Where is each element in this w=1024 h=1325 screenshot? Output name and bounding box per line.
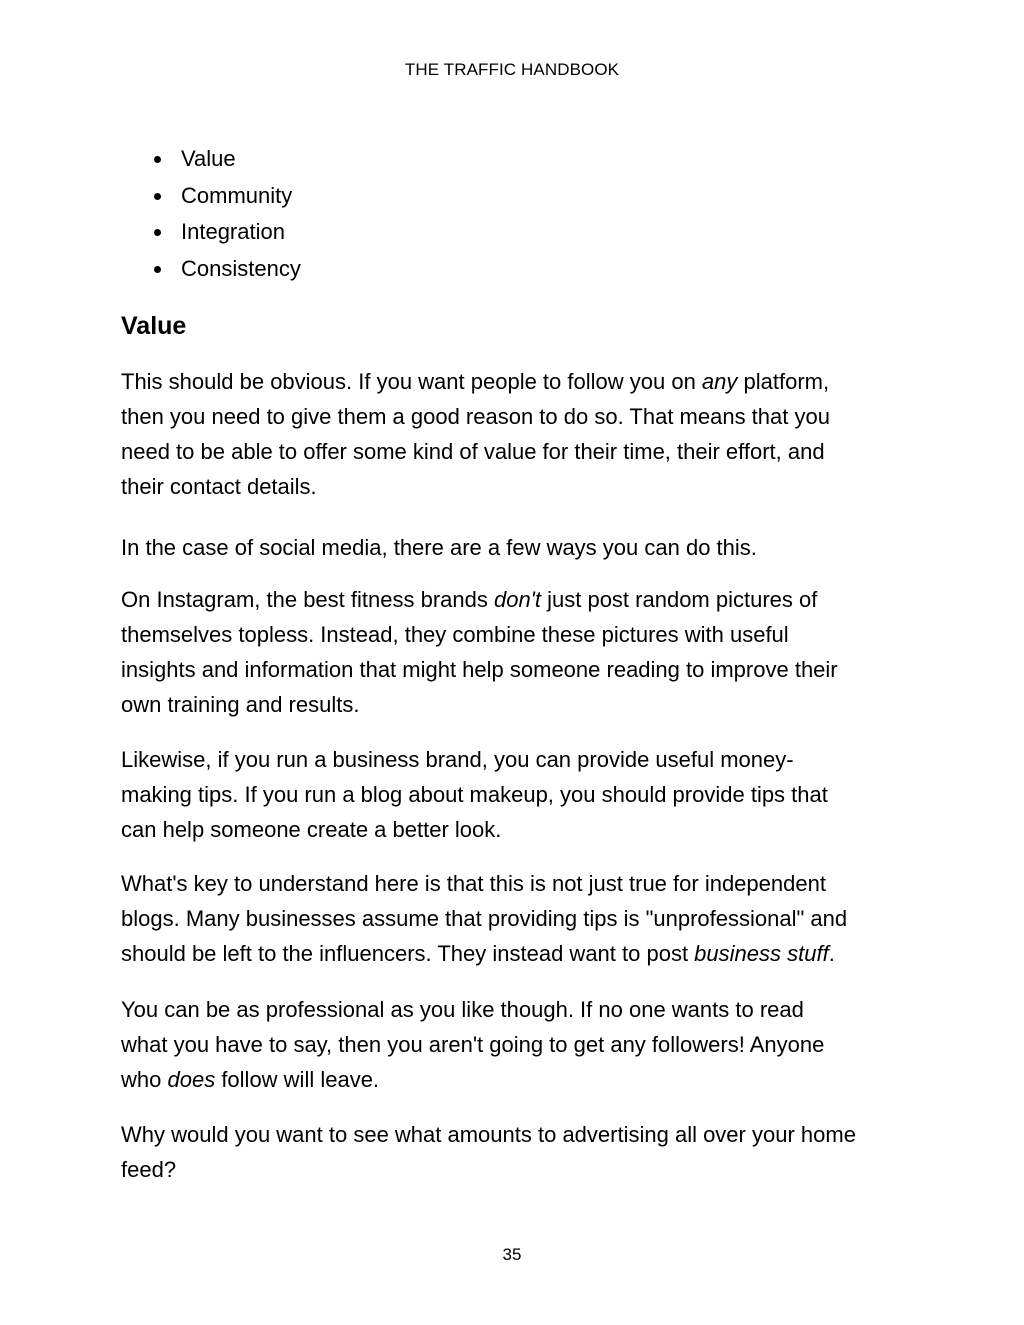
text-run: What's key to understand here is that this is not just true for independent xyxy=(121,871,826,896)
text-line xyxy=(121,687,921,722)
paragraph xyxy=(121,1117,921,1187)
text-run: should be left to the influencers. They instead want to post xyxy=(121,941,695,966)
text-line xyxy=(121,364,921,399)
bullet-icon xyxy=(154,266,161,273)
paragraph xyxy=(121,742,921,847)
text-run: blogs. Many businesses assume that providing tips is "unprofessional" and xyxy=(121,906,848,931)
text-run: You can be as professional as you like though. If no one wants to read xyxy=(121,997,804,1022)
text-run: feed? xyxy=(121,1157,177,1182)
text-line xyxy=(121,1062,921,1097)
text-line xyxy=(121,866,921,901)
list-item xyxy=(121,214,301,251)
text-line xyxy=(121,617,921,652)
bullet-icon xyxy=(154,193,161,200)
text-run: On Instagram, the best fitness brands xyxy=(121,587,494,612)
text-run: In the case of social media, there are a few ways you can do this. xyxy=(121,535,757,560)
text-run: can help someone create a better look. xyxy=(121,817,502,842)
text-line xyxy=(121,469,921,504)
list-item-label: Value xyxy=(181,146,236,171)
text-line xyxy=(121,936,921,971)
list-item xyxy=(121,141,301,178)
text-run: platform, xyxy=(737,369,830,394)
text-line xyxy=(121,901,921,936)
text-run: themselves topless. Instead, they combine these pictures with useful xyxy=(121,622,789,647)
text-run: This should be obvious. If you want people to follow you on xyxy=(121,369,702,394)
text-line xyxy=(121,1117,921,1152)
text-run: their contact details. xyxy=(121,474,317,499)
paragraph xyxy=(121,866,921,971)
section-heading: Value xyxy=(121,312,187,340)
text-line xyxy=(121,742,921,777)
list-item xyxy=(121,251,301,288)
bullet-icon xyxy=(154,229,161,236)
text-line xyxy=(121,434,921,469)
list-item xyxy=(121,178,301,215)
emphasis-text: any xyxy=(701,369,738,394)
text-run: Likewise, if you run a business brand, you can provide useful money- xyxy=(121,747,794,772)
text-line xyxy=(121,652,921,687)
text-line xyxy=(121,530,921,565)
text-run: what you have to say, then you aren't going to get any followers! Anyone xyxy=(121,1032,825,1057)
text-run: . xyxy=(828,941,835,966)
list-item-label: Consistency xyxy=(181,255,301,281)
text-line xyxy=(121,1027,921,1062)
text-line xyxy=(121,777,921,812)
list-item-label: Integration xyxy=(181,219,285,244)
text-run: follow will leave. xyxy=(215,1067,380,1092)
text-run: then you need to give them a good reason to do so. That means that you xyxy=(121,404,830,429)
text-run: who xyxy=(121,1067,168,1092)
text-run: own training and results. xyxy=(121,692,360,717)
text-run: making tips. If you run a blog about makeup, you should provide tips that xyxy=(121,782,828,807)
emphasis-text: does xyxy=(167,1067,216,1092)
paragraph xyxy=(121,992,921,1097)
text-line xyxy=(121,812,921,847)
emphasis-text: business stuff xyxy=(694,941,829,966)
text-run: just post random pictures of xyxy=(541,587,818,612)
emphasis-text: don't xyxy=(493,587,541,612)
paragraph xyxy=(121,530,921,565)
text-line xyxy=(121,399,921,434)
paragraph xyxy=(121,364,921,504)
text-line xyxy=(121,1152,921,1187)
text-run: need to be able to offer some kind of value for their time, their effort, and xyxy=(121,439,825,464)
list-item-label: Community xyxy=(181,182,293,208)
text-run: insights and information that might help someone reading to improve their xyxy=(121,657,838,682)
text-run: Why would you want to see what amounts to advertising all over your home xyxy=(121,1122,856,1147)
page-number: 35 xyxy=(502,1245,522,1264)
bullet-icon xyxy=(154,156,161,163)
paragraph xyxy=(121,582,921,722)
text-line xyxy=(121,582,921,617)
text-line xyxy=(121,992,921,1027)
page-header: THE TRAFFIC HANDBOOK xyxy=(404,60,620,79)
topic-list xyxy=(121,141,301,287)
